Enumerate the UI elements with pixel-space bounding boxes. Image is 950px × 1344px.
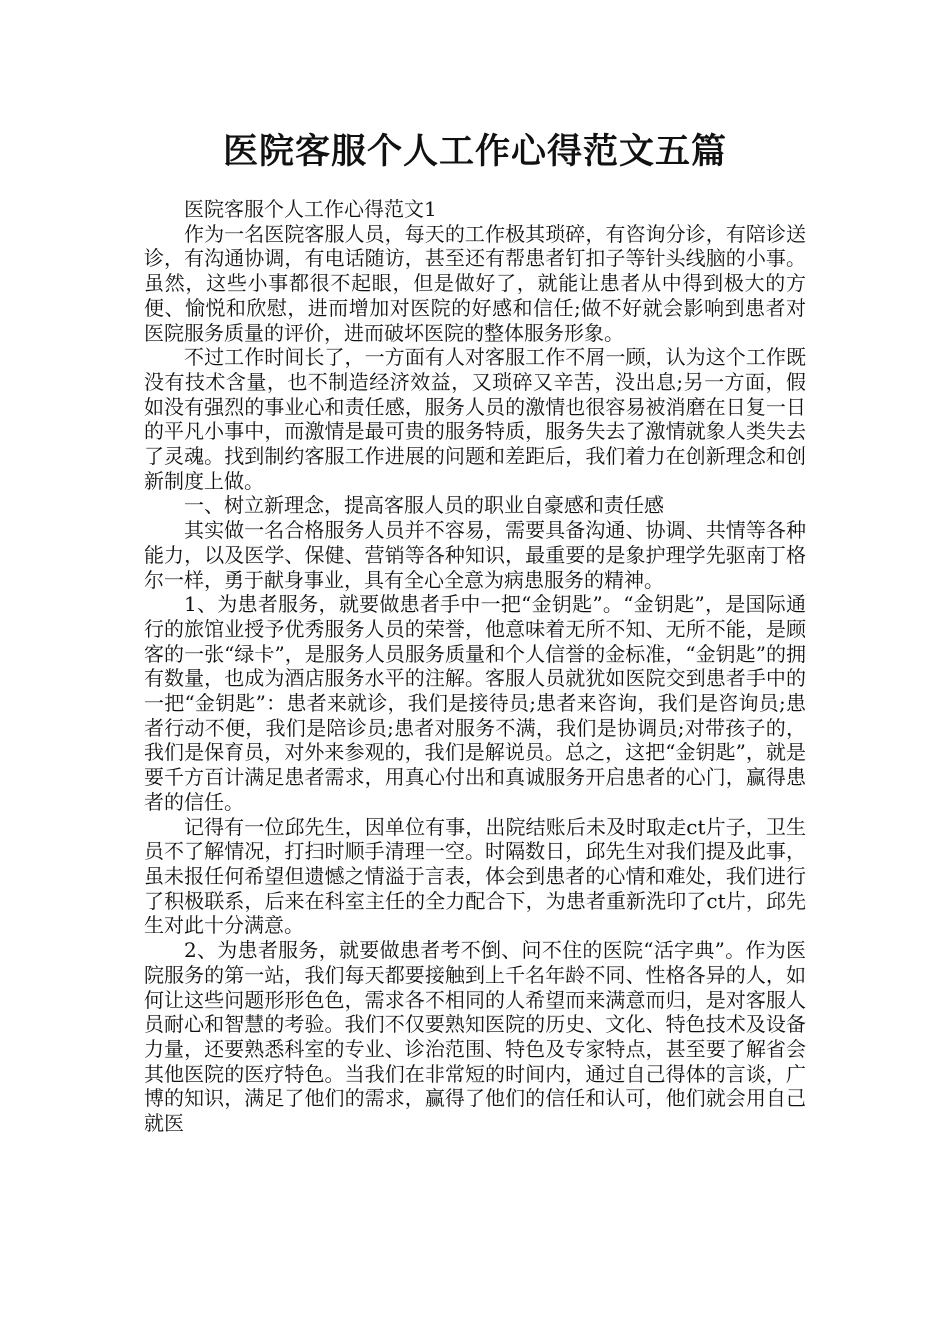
paragraph: 2、为患者服务，就要做患者考不倒、问不住的医院“活字典”。作为医院服务的第一站，我们每天都要接触到上千名年龄不同、性格各异的人，如何让这些问题形形色色，需求各不相同的人希望而来满意而归，是对客服人员耐心和智慧的考验。我们不仅要熟知医院的历史、文化、特色技术及设备力量，还要熟悉科室的专业、诊治范围、特色及专家特点，甚至要了解省会其他医院的医疗特色。当我们在非常短的时间内，通过自己得体的言谈，广博的知识，满足了他们的需求，赢得了他们的信任和认可，他们就会用自己就医 xyxy=(144,938,806,1136)
section-heading: 一、树立新理念，提高客服人员的职业自豪感和责任感 xyxy=(184,493,664,518)
paragraph: 1、为患者服务，就要做患者手中一把“金钥匙”。“金钥匙”，是国际通行的旅馆业授予优秀服务人员的荣誉，他意味着无所不知、无所不能，是顾客的一张“绿卡”，是服务人员服务质量和个人信誉的金标准，“金钥匙”的拥有数量，也成为酒店服务水平的注解。客服人员就犹如医院交到患者手中的一把“金钥匙”：患者来就诊，我们是接待员;患者来咨询，我们是咨询员;患者行动不便，我们是陪诊员;患者对服务不满，我们是协调员;对带孩子的，我们是保育员，对外来参观的，我们是解说员。总之，这把“金钥匙”，就是要千方百计满足患者需求，用真心付出和真诚服务开启患者的心门，赢得患者的信任。 xyxy=(144,592,806,814)
paragraph: 其实做一名合格服务人员并不容易，需要具备沟通、协调、共情等各种能力，以及医学、保健、营销等各种知识，最重要的是象护理学先驱南丁格尔一样，勇于献身事业，具有全心全意为病患服务的精神。 xyxy=(144,518,806,592)
paragraph: 不过工作时间长了，一方面有人对客服工作不屑一顾，认为这个工作既没有技术含量，也不制造经济效益，又琐碎又辛苦，没出息;另一方面，假如没有强烈的事业心和责任感，服务人员的激情也很容易被消磨在日复一日的平凡小事中，而激情是最可贵的服务特质，服务失去了激情就象人类失去了灵魂。找到制约客服工作进展的问题和差距后，我们着力在创新理念和创新制度上做。 xyxy=(144,345,806,493)
document-body xyxy=(144,197,806,1136)
paragraph: 作为一名医院客服人员，每天的工作极其琐碎，有咨询分诊，有陪诊送诊，有沟通协调，有电话随访，甚至还有帮患者钉扣子等针头线脑的小事。虽然，这些小事都很不起眼，但是做好了，就能让患者从中得到极大的方便、愉悦和欣慰，进而增加对医院的好感和信任;做不好就会影响到患者对医院服务质量的评价，进而破坏医院的整体服务形象。 xyxy=(144,221,806,345)
paragraph: 记得有一位邱先生，因单位有事，出院结账后未及时取走ct片子，卫生员不了解情况，打扫时顺手清理一空。时隔数日，邱先生对我们提及此事，虽未报任何希望但遗憾之情溢于言表，体会到患者的心情和难处，我们进行了积极联系，后来在科室主任的全力配合下，为患者重新洗印了ct片，邱先生对此十分满意。 xyxy=(144,814,806,938)
section-heading: 医院客服个人工作心得范文1 xyxy=(184,197,437,221)
page-title: 医院客服个人工作心得范文五篇 xyxy=(222,132,727,172)
